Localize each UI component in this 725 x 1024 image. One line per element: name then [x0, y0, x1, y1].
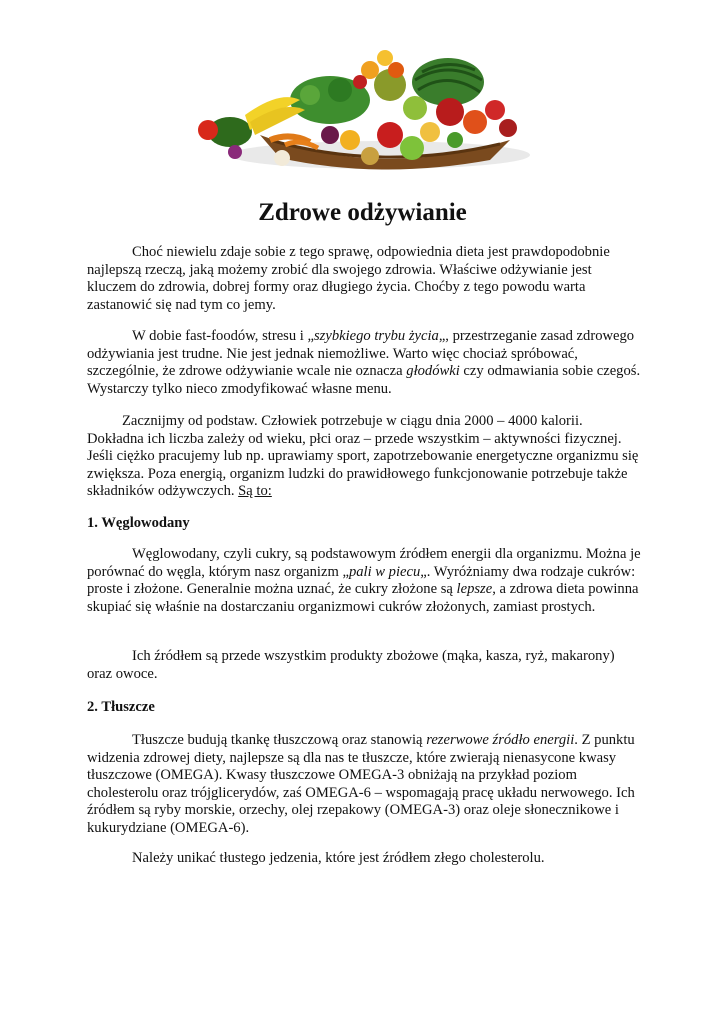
paragraph-fats	[87, 732, 642, 838]
paragraph-fast-food-italic-1: szybkiego trybu życia	[313, 328, 439, 344]
fruit-basket-image	[190, 40, 535, 175]
paragraph-fast-food-text-2: „, przestrzeganie zasad zdrowego odżywiania jest trudne. Nie jest jednak niemożliwe. Warto więc chociaż spróbować, szczególnie, że zdrowe odżywianie wcale nie oznacza	[87, 328, 635, 380]
paragraph-cholesterol	[87, 850, 642, 868]
paragraph-carbohydrates-italic-2: lepsze	[456, 581, 493, 598]
paragraph-carbohydrate-sources-text: Ich źródłem są przede wszystkim produkty zbożowe (mąka, kasza, ryż, makarony) oraz owoce.	[87, 648, 615, 682]
paragraph-fats-italic: rezerwowe źródło energii	[426, 732, 575, 748]
paragraph-fast-food-italic-2: głodówki	[406, 363, 460, 380]
paragraph-basics	[87, 413, 642, 501]
paragraph-carbohydrates-text-3: , a zdrowa dieta powinna skupiać się właśnie na dostarczaniu organizmowi cukrów złożonych, zamiast prostych.	[87, 581, 639, 615]
section-heading-fats: 2. Tłuszcze	[87, 699, 155, 715]
paragraph-carbohydrates	[87, 546, 642, 616]
paragraph-carbohydrate-sources	[87, 648, 642, 683]
paragraph-fats-text-2: . Z punktu widzenia zdrowej diety, najlepsze są dla nas te tłuszcze, które zwierają nienasycone kwasy tłuszczowe (OMEGA). Kwasy tłuszczowe OMEGA-3 obniżają na przykład poziom cholesterolu oraz trójglicerydów, zaś OMEGA-6 – wspomagają pracę układu nerwowego. Ich źródłem są ryby morskie, orzechy, olej rzepakowy (OMEGA-3) oraz oleje słonecznikowe i kukurydziane (OMEGA-6).	[87, 732, 635, 836]
document-title: Zdrowe odżywianie	[258, 199, 467, 226]
paragraph-basics-text: Zacznijmy od podstaw. Człowiek potrzebuje w ciągu dnia 2000 – 4000 kalorii. Dokładna ich liczba zależy od wieku, płci oraz – przede wszystkim – aktywności fizycznej. Jeśli ciężko pracujemy lub np. uprawiamy sport, zapotrzebowanie energetyczne organizmu się zwiększa. Poza energią, organizm ludzki do prawidłowego funkcjonowanie potrzebuje także składników odżywczych.	[87, 413, 639, 500]
paragraph-intro	[87, 244, 642, 314]
section-heading-carbohydrates: 1. Węglowodany	[87, 515, 190, 531]
paragraph-intro-text: Choć niewielu zdaje sobie z tego sprawę, odpowiednia dieta jest prawdopodobnie najlepszą rzeczą, jaką możemy zrobić dla swojego zdrowia. Właściwe odżywianie jest kluczem do zdrowia, dobrej formy oraz długiego życia. Choćby z tego powodu warta zastanowić się nad tym co jemy.	[87, 244, 610, 313]
paragraph-carbohydrates-text-1: Węglowodany, czyli cukry, są podstawowym źródłem energii dla organizmu. Można je porównać do węgla, którym nasz organizm „	[87, 546, 641, 580]
paragraph-fats-text-1: Tłuszcze budują tkankę tłuszczową oraz stanowią	[132, 732, 427, 748]
paragraph-basics-underlined: Są to:	[238, 483, 272, 500]
paragraph-fast-food-text-1: W dobie fast-foodów, stresu i „	[132, 328, 314, 344]
paragraph-carbohydrates-italic-1: pali w piecu	[348, 563, 421, 580]
paragraph-carbohydrates-text-2: „. Wyróżniamy dwa rodzaje cukrów: proste i złożone. Generalnie można uznać, że cukry złożone są	[87, 563, 636, 598]
paragraph-cholesterol-text: Należy unikać tłustego jedzenia, które jest źródłem złego cholesterolu.	[132, 850, 545, 866]
paragraph-fast-food-text-3: czy odmawiania sobie czegoś. Wystarczy tylko nieco zmodyfikować własne menu.	[87, 363, 641, 397]
paragraph-fast-food	[87, 328, 642, 398]
